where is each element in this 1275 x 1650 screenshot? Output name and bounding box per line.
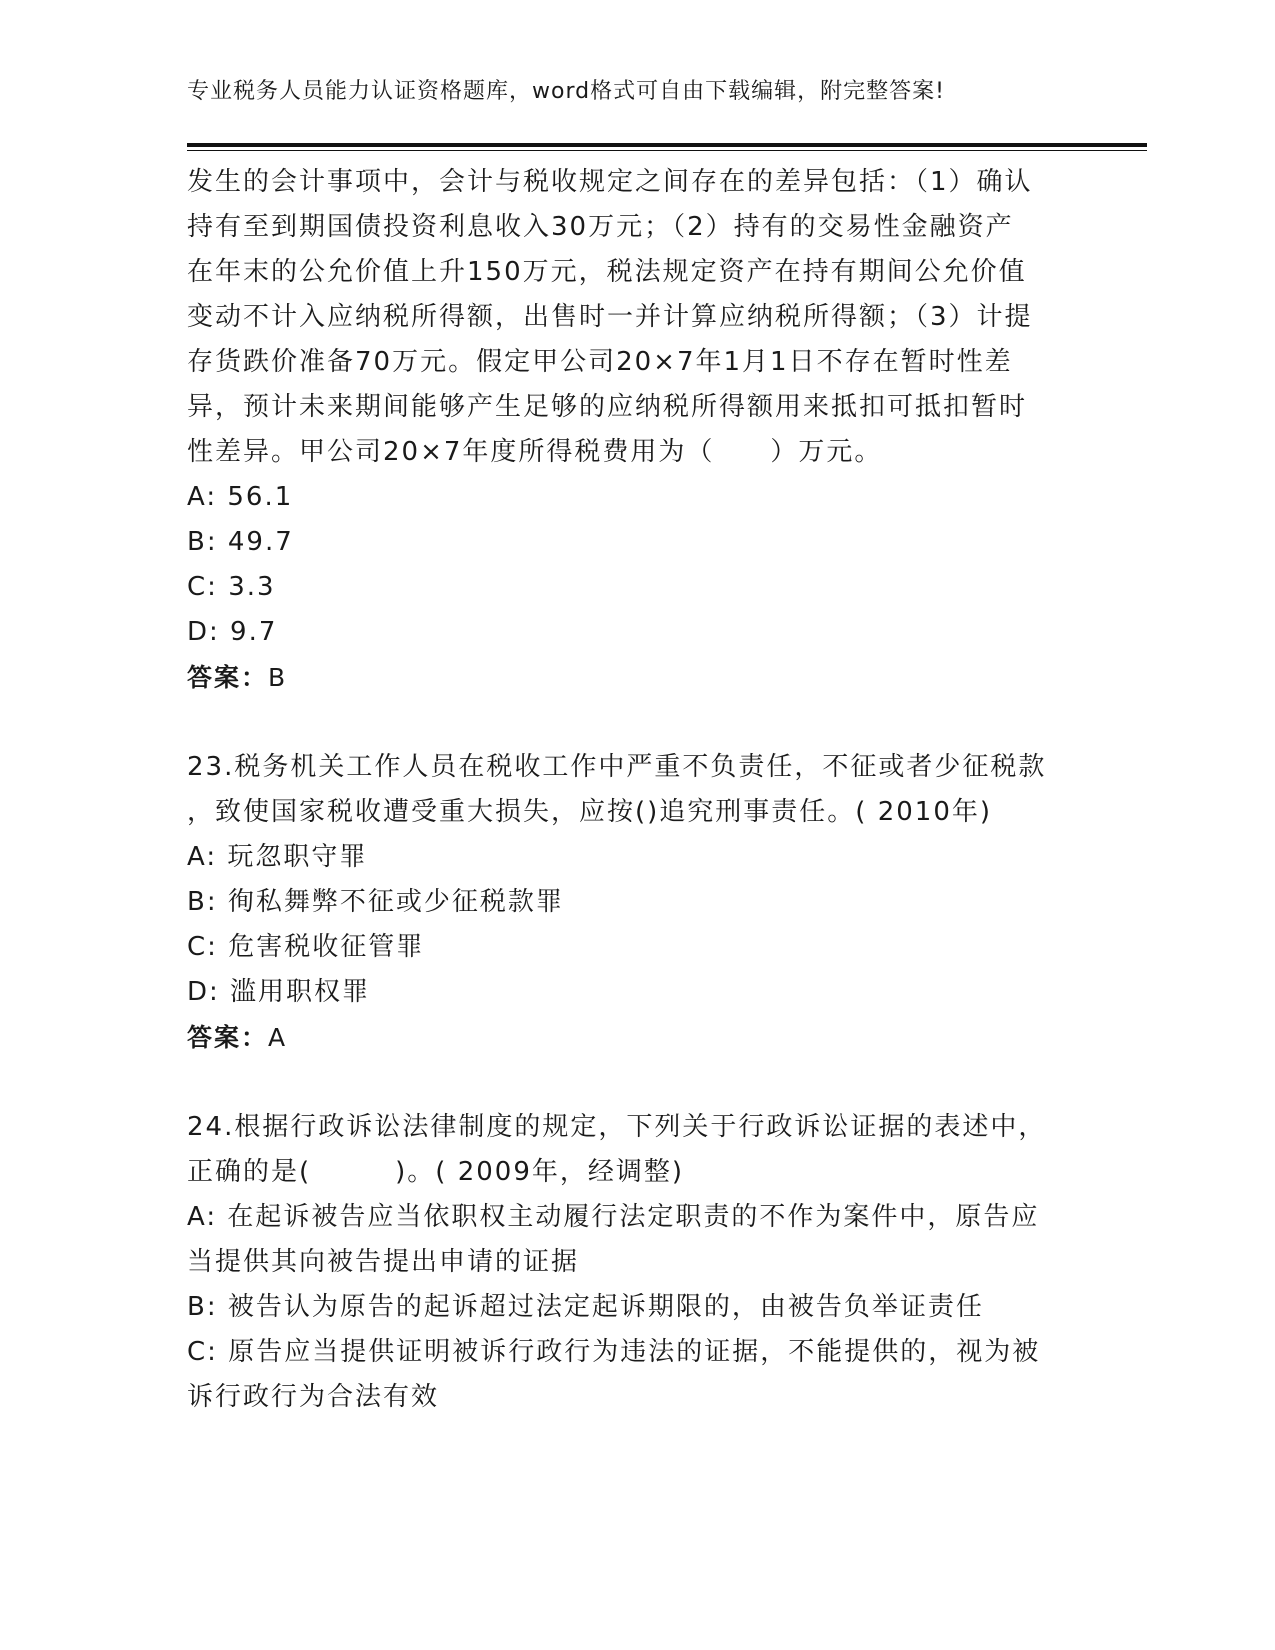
question-22: [187, 160, 1067, 700]
option-key: A:: [187, 482, 218, 512]
answer-line: [187, 1015, 1067, 1060]
option-text: 56.1: [227, 482, 294, 512]
question-stem-line: ，致使国家税收遭受重大损失，应按()追究刑事责任。( 2010年): [187, 797, 993, 827]
question-23: [187, 745, 1067, 1060]
option-text: 49.7: [227, 527, 294, 557]
option-a: [187, 835, 1067, 880]
option-a-continuation: 当提供其向被告提出申请的证据: [187, 1247, 580, 1277]
answer-line: [187, 655, 1067, 700]
question-stem-line: 正确的是( )。( 2009年，经调整): [187, 1157, 685, 1187]
page-header: 专业税务人员能力认证资格题库，word格式可自由下载编辑，附完整答案!: [187, 79, 945, 104]
option-b: [187, 880, 1067, 925]
option-c-continuation: 诉行政行为合法有效: [187, 1382, 440, 1412]
question-stem-line: 发生的会计事项中，会计与税收规定之间存在的差异包括：（1）确认: [187, 167, 1033, 197]
answer-label: 答案：: [187, 663, 269, 692]
option-key: D:: [187, 617, 220, 647]
option-text-line: 在起诉被告应当依职权主动履行法定职责的不作为案件中，原告应: [227, 1202, 1040, 1232]
answer-value: A: [268, 1023, 288, 1052]
option-c: [187, 1330, 1067, 1375]
option-text: 滥用职权罪: [230, 977, 371, 1007]
option-d: [187, 970, 1067, 1015]
option-text: 危害税收征管罪: [228, 932, 425, 962]
answer-value: B: [268, 663, 288, 692]
spacer: [187, 700, 1067, 745]
question-stem-line: 在年末的公允价值上升150万元，税法规定资产在持有期间公允价值: [187, 257, 1027, 287]
option-b: [187, 1285, 1067, 1330]
question-stem-line: 持有至到期国债投资利息收入30万元；（2）持有的交易性金融资产: [187, 212, 1014, 242]
option-key: B:: [187, 527, 218, 557]
option-text: 徇私舞弊不征或少征税款罪: [227, 887, 564, 917]
option-d: [187, 610, 1067, 655]
option-key: B:: [187, 887, 218, 917]
option-text-line: 原告应当提供证明被诉行政行为违法的证据，不能提供的，视为被: [228, 1337, 1041, 1367]
question-stem-line: 23.税务机关工作人员在税收工作中严重不负责任，不征或者少征税款: [187, 752, 1047, 782]
document-body: [187, 160, 1067, 1420]
option-key: C:: [187, 932, 218, 962]
option-key: C:: [187, 1337, 218, 1367]
option-text: 9.7: [230, 617, 278, 647]
option-key: B:: [187, 1292, 218, 1322]
option-a: [187, 475, 1067, 520]
option-text-line: 被告认为原告的起诉超过法定起诉期限的，由被告负举证责任: [227, 1292, 984, 1322]
option-text: 玩忽职守罪: [227, 842, 368, 872]
spacer: [187, 1060, 1067, 1105]
option-a: [187, 1195, 1067, 1240]
option-text: 3.3: [228, 572, 276, 602]
header-rule-thick: [187, 143, 1147, 147]
option-c: [187, 925, 1067, 970]
header-rule-thin: [187, 150, 1147, 151]
option-c: [187, 565, 1067, 610]
question-stem-line: 性差异。甲公司20×7年度所得税费用为（ ）万元。: [187, 437, 883, 467]
question-stem-line: 变动不计入应纳税所得额，出售时一并计算应纳税所得额；（3）计提: [187, 302, 1033, 332]
option-key: A:: [187, 842, 218, 872]
answer-label: 答案：: [187, 1023, 269, 1052]
option-key: C:: [187, 572, 218, 602]
option-key: D:: [187, 977, 220, 1007]
option-b: [187, 520, 1067, 565]
question-stem-line: 异，预计未来期间能够产生足够的应纳税所得额用来抵扣可抵扣暂时: [187, 392, 1028, 422]
question-stem-line: 存货跌价准备70万元。假定甲公司20×7年1月1日不存在暂时性差: [187, 347, 1013, 377]
option-key: A:: [187, 1202, 218, 1232]
question-24: [187, 1105, 1067, 1420]
question-stem-line: 24.根据行政诉讼法律制度的规定，下列关于行政诉讼证据的表述中，: [187, 1112, 1047, 1142]
